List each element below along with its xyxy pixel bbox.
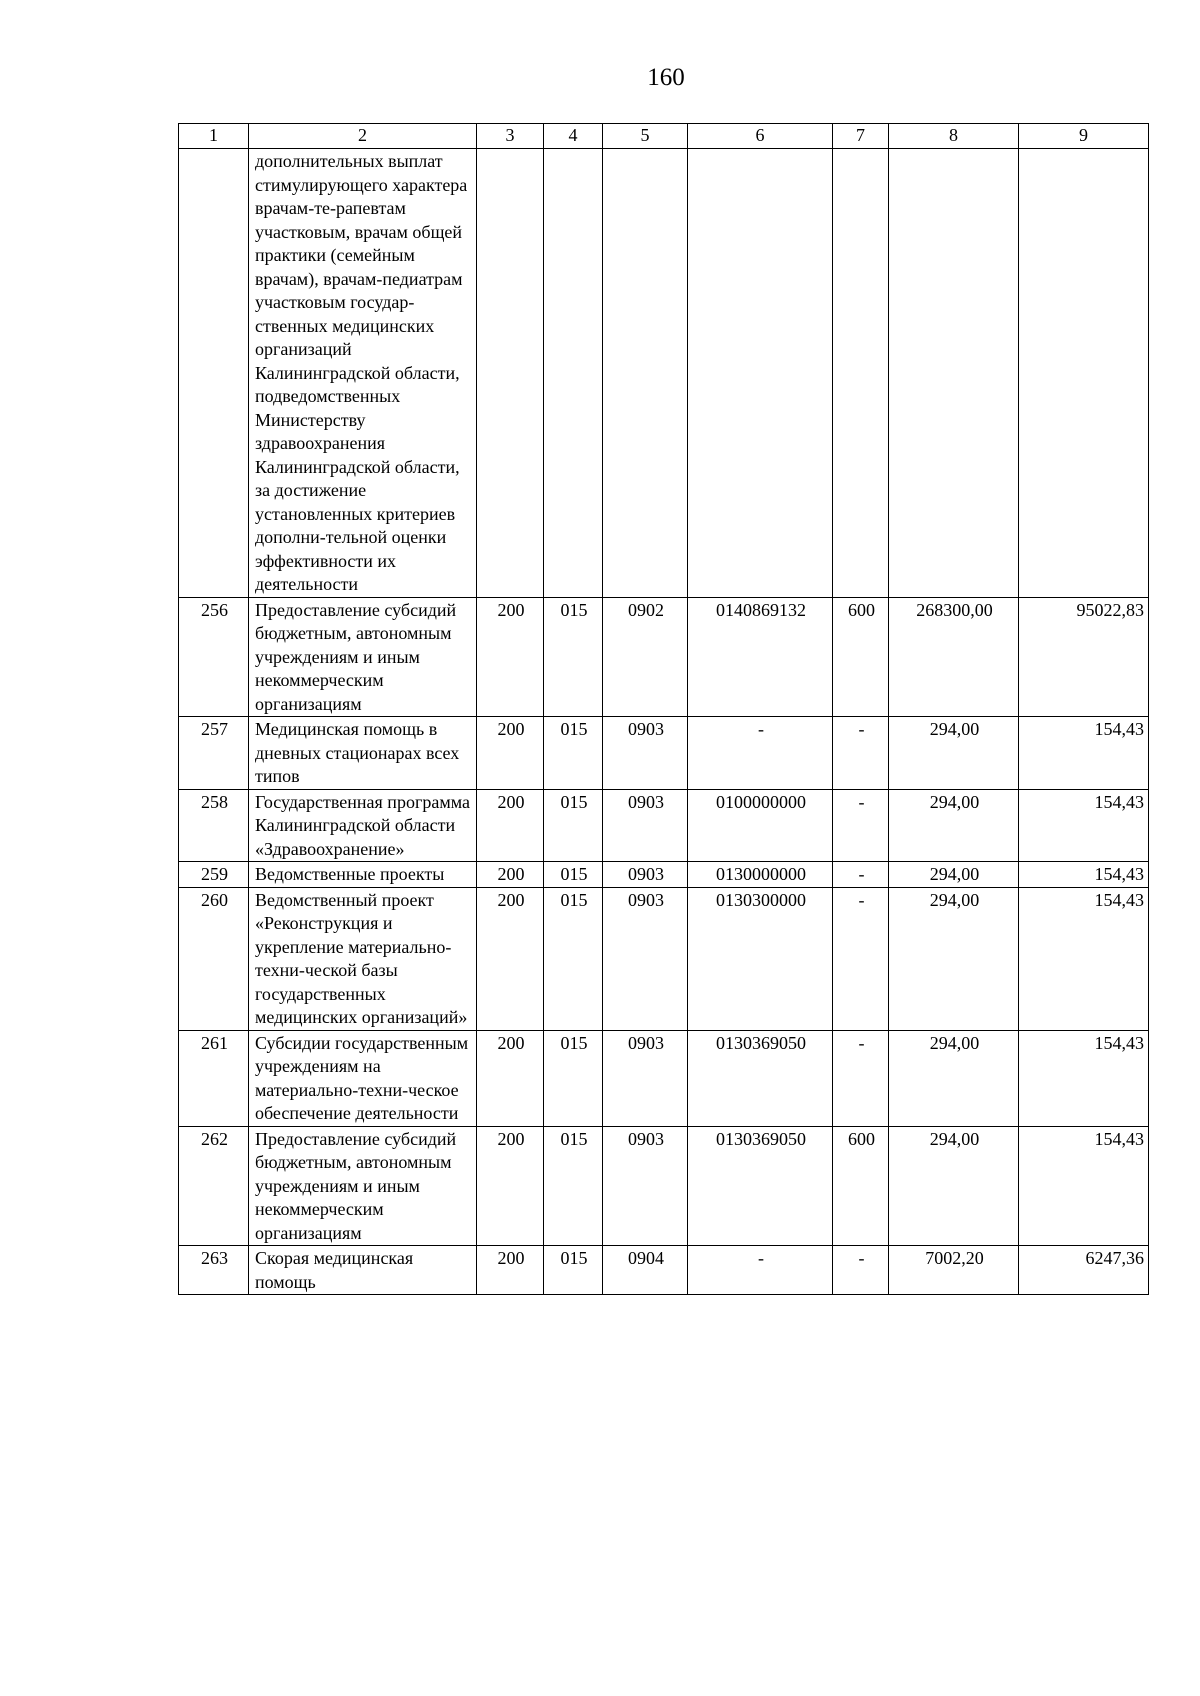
cell-col6: 0130000000 (688, 862, 833, 888)
cell-col5: 0903 (603, 862, 688, 888)
row-name: Медицинская помощь в дневных стационарах всех типов (249, 717, 477, 790)
cell-col8: 268300,00 (889, 597, 1019, 717)
cell-col8: 294,00 (889, 862, 1019, 888)
cell-col5: 0903 (603, 789, 688, 862)
table-row (179, 717, 1149, 790)
budget-table (178, 123, 1149, 1295)
cell-col8: 294,00 (889, 1126, 1019, 1246)
cell-col6: 0100000000 (688, 789, 833, 862)
row-name: Предоставление субсидий бюджетным, автономным учреждениям и иным некоммерческим организациям (249, 597, 477, 717)
cell-col3: 200 (477, 789, 544, 862)
cell-col5 (603, 149, 688, 598)
page-number: 160 (647, 64, 685, 91)
row-number: 259 (179, 862, 249, 888)
col-header: 6 (688, 124, 833, 149)
cell-col4: 015 (544, 1030, 603, 1126)
row-number: 257 (179, 717, 249, 790)
cell-col9: 154,43 (1019, 717, 1149, 790)
cell-col7: - (833, 1030, 889, 1126)
table-row (179, 1246, 1149, 1295)
cell-col8: 7002,20 (889, 1246, 1019, 1295)
col-header: 1 (179, 124, 249, 149)
cell-col6: - (688, 717, 833, 790)
cell-col3: 200 (477, 862, 544, 888)
cell-col4: 015 (544, 887, 603, 1030)
col-header: 3 (477, 124, 544, 149)
cell-col7: - (833, 1246, 889, 1295)
col-header: 8 (889, 124, 1019, 149)
cell-col3: 200 (477, 1030, 544, 1126)
cell-col6: - (688, 1246, 833, 1295)
table-row (179, 149, 1149, 598)
cell-col9: 154,43 (1019, 887, 1149, 1030)
col-header: 5 (603, 124, 688, 149)
row-name: дополнительных выплат стимулирующего характера врачам-те-рапевтам участковым, врачам общей практики (семейным врачам), врачам-педиатрам участковым государ-ственных медицинских организаций Калининградской области, подведомственных Министерству здравоохранения Калининградской области, за достижение установленных критериев дополни-тельной оценки эффективности их деятельности (249, 149, 477, 598)
cell-col7: 600 (833, 1126, 889, 1246)
row-number: 262 (179, 1126, 249, 1246)
cell-col4: 015 (544, 789, 603, 862)
cell-col9: 6247,36 (1019, 1246, 1149, 1295)
cell-col5: 0903 (603, 1126, 688, 1246)
row-number: 260 (179, 887, 249, 1030)
cell-col7 (833, 149, 889, 598)
cell-col9: 154,43 (1019, 789, 1149, 862)
table-body (179, 149, 1149, 1295)
row-number: 258 (179, 789, 249, 862)
cell-col6: 0140869132 (688, 597, 833, 717)
cell-col7: - (833, 862, 889, 888)
cell-col4: 015 (544, 1246, 603, 1295)
col-header: 9 (1019, 124, 1149, 149)
cell-col7: - (833, 887, 889, 1030)
row-name: Ведомственный проект «Реконструкция и укрепление материально-техни-ческой базы государственных медицинских организаций» (249, 887, 477, 1030)
cell-col5: 0902 (603, 597, 688, 717)
row-name: Предоставление субсидий бюджетным, автономным учреждениям и иным некоммерческим организациям (249, 1126, 477, 1246)
cell-col9: 154,43 (1019, 1030, 1149, 1126)
cell-col6: 0130369050 (688, 1030, 833, 1126)
cell-col4: 015 (544, 862, 603, 888)
col-header: 2 (249, 124, 477, 149)
cell-col9 (1019, 149, 1149, 598)
row-number: 261 (179, 1030, 249, 1126)
row-number: 263 (179, 1246, 249, 1295)
cell-col6: 0130369050 (688, 1126, 833, 1246)
cell-col4: 015 (544, 1126, 603, 1246)
cell-col3: 200 (477, 597, 544, 717)
cell-col3: 200 (477, 1246, 544, 1295)
header-row (179, 124, 1149, 149)
col-header: 4 (544, 124, 603, 149)
cell-col3: 200 (477, 1126, 544, 1246)
cell-col9: 95022,83 (1019, 597, 1149, 717)
cell-col9: 154,43 (1019, 1126, 1149, 1246)
cell-col8 (889, 149, 1019, 598)
cell-col3 (477, 149, 544, 598)
cell-col7: - (833, 789, 889, 862)
cell-col5: 0903 (603, 887, 688, 1030)
cell-col7: - (833, 717, 889, 790)
row-name: Субсидии государственным учреждениям на материально-техни-ческое обеспечение деятельности (249, 1030, 477, 1126)
cell-col7: 600 (833, 597, 889, 717)
table-row (179, 789, 1149, 862)
row-name: Государственная программа Калининградской области «Здравоохранение» (249, 789, 477, 862)
cell-col9: 154,43 (1019, 862, 1149, 888)
cell-col4: 015 (544, 717, 603, 790)
cell-col6: 0130300000 (688, 887, 833, 1030)
row-name: Скорая медицинская помощь (249, 1246, 477, 1295)
col-header: 7 (833, 124, 889, 149)
cell-col8: 294,00 (889, 1030, 1019, 1126)
table-row (179, 1126, 1149, 1246)
cell-col8: 294,00 (889, 717, 1019, 790)
row-number (179, 149, 249, 598)
cell-col5: 0903 (603, 1030, 688, 1126)
cell-col8: 294,00 (889, 887, 1019, 1030)
row-name: Ведомственные проекты (249, 862, 477, 888)
cell-col4: 015 (544, 597, 603, 717)
cell-col8: 294,00 (889, 789, 1019, 862)
row-number: 256 (179, 597, 249, 717)
cell-col3: 200 (477, 887, 544, 1030)
table-row (179, 862, 1149, 888)
cell-col6 (688, 149, 833, 598)
cell-col5: 0904 (603, 1246, 688, 1295)
table-row (179, 887, 1149, 1030)
cell-col5: 0903 (603, 717, 688, 790)
cell-col3: 200 (477, 717, 544, 790)
table-row (179, 1030, 1149, 1126)
table-row (179, 597, 1149, 717)
cell-col4 (544, 149, 603, 598)
